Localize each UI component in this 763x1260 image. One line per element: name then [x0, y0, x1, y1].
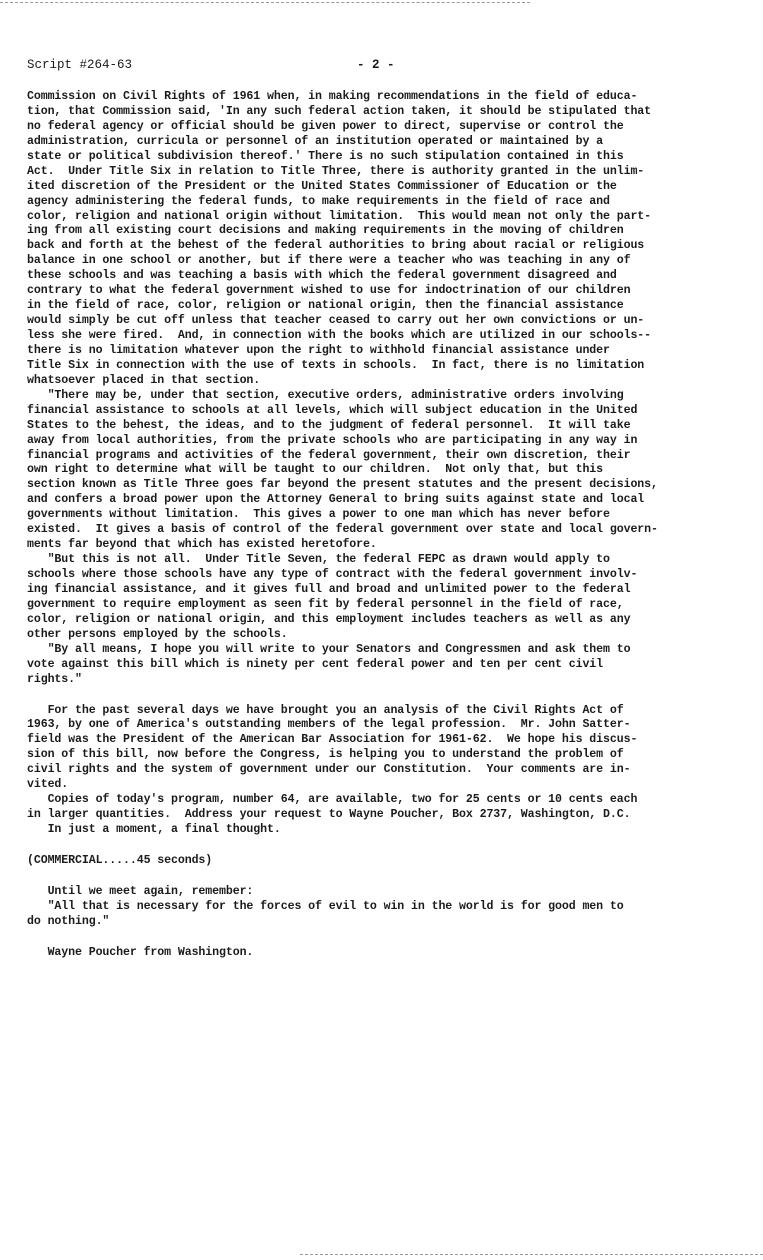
text-line: Act. Under Title Six in relation to Title Three, there is authority granted in the unlim-: [27, 164, 645, 178]
text-line: balance in one school or another, but if there were a teacher who was teaching in any of: [27, 254, 631, 268]
text-line: field was the President of the American Bar Association for 1961-62. We hope his discus-: [27, 733, 638, 747]
text-line: financial assistance to schools at all levels, which will subject education in the United: [27, 403, 638, 417]
text-line: away from local authorities, from the private schools who are participating in any way in: [27, 433, 638, 447]
paragraph: [27, 885, 733, 930]
text-line: in larger quantities. Address your request to Wayne Poucher, Box 2737, Washington, D.C.: [27, 808, 631, 822]
text-line: contrary to what the federal government wished to use for indoctrination of our children: [27, 284, 631, 298]
text-line: 1963, by one of America's outstanding members of the legal profession. Mr. John Satter-: [27, 718, 631, 732]
text-line: and confers a broad power upon the Attorney General to bring suits against state and local: [27, 493, 645, 507]
text-line: Commission on Civil Rights of 1961 when, in making recommendations in the field of educa-: [27, 90, 638, 103]
paragraph: [27, 643, 733, 688]
text-line: administration, curricula or personnel of an institution operated or maintained by a: [27, 134, 604, 148]
text-line: state or political subdivision thereof.' There is no such stipulation contained in this: [27, 149, 624, 163]
text-line: existed. It gives a basis of control of the federal government over state and local govern-: [27, 523, 658, 537]
text-line: civil rights and the system of government under our Constitution. Your comments are in-: [27, 763, 631, 777]
text-line: For the past several days we have brought you an analysis of the Civil Rights Act of: [27, 703, 624, 717]
text-line: Until we meet again, remember:: [27, 884, 254, 898]
text-line: "All that is necessary for the forces of evil to win in the world is for good men to: [27, 899, 624, 913]
text-line: governments without limitation. This gives a power to one man which has never before: [27, 508, 610, 522]
paragraph: [27, 704, 733, 794]
text-line: whatsoever placed in that section.: [27, 373, 261, 387]
text-line: In just a moment, a final thought.: [27, 823, 281, 836]
text-line: vote against this bill which is ninety per cent federal power and ten per cent civil: [27, 657, 604, 671]
text-line: own right to determine what will be taught to our children. Not only that, but this: [27, 463, 604, 477]
text-line: ited discretion of the President or the United States Commissioner of Education or the: [27, 179, 617, 193]
text-line: color, religion or national origin, and this employment includes teachers as well as any: [27, 612, 631, 626]
document-body: [27, 90, 733, 961]
text-line: "But this is not all. Under Title Seven, the federal FEPC as drawn would apply to: [27, 553, 610, 567]
paragraph-gap: [27, 688, 733, 704]
text-line: vited.: [27, 778, 69, 792]
paragraph: [27, 946, 733, 961]
text-line: schools where those schools have any type of contract with the federal government involv-: [27, 568, 638, 581]
text-line: less she were fired. And, in connection with the books which are utilized in our schools--: [27, 329, 652, 342]
text-line: "By all means, I hope you will write to your Senators and Congressmen and ask them to: [27, 642, 631, 656]
text-line: States to the behest, the ideas, and to the judgment of federal personnel. It will take: [27, 418, 631, 432]
text-line: there is no limitation whatever upon the right to withhold financial assistance under: [27, 343, 610, 357]
text-line: back and forth at the behest of the federal authorities to bring about racial or religious: [27, 239, 645, 253]
text-line: sion of this bill, now before the Congress, is helping you to understand the problem of: [27, 748, 624, 762]
text-line: ing financial assistance, and it gives full and broad and unlimited power to the federal: [27, 582, 631, 596]
text-line: Title Six in connection with the use of texts in schools. In fact, there is no limitation: [27, 358, 645, 372]
paragraph: [27, 854, 733, 869]
text-line: other persons employed by the schools.: [27, 627, 288, 641]
text-line: ing from all existing court decisions and making requirements in the moving of children: [27, 224, 624, 238]
page-number: - 2 -: [357, 58, 395, 72]
paragraph-gap: [27, 930, 733, 946]
text-line: "There may be, under that section, executive orders, administrative orders involving: [27, 388, 624, 402]
text-line: tion, that Commission said, 'In any such federal action taken, it should be stipulated that: [27, 104, 652, 118]
top-dashed-rule: [0, 2, 530, 3]
text-line: (COMMERCIAL.....45 seconds): [27, 853, 213, 867]
text-line: section known as Title Three goes far beyond the present statutes and the present decisions,: [27, 478, 658, 492]
text-line: financial programs and activities of the federal government, their own discretion, their: [27, 448, 631, 462]
text-line: rights.": [27, 672, 82, 686]
script-id: Script #264-63: [27, 58, 133, 72]
paragraph: [27, 553, 733, 643]
paragraph: [27, 90, 733, 389]
paragraph: [27, 389, 733, 553]
text-line: in the field of race, color, religion or national origin, then the financial assistance: [27, 299, 624, 313]
text-line: these schools and was teaching a basis with which the federal government disagreed and: [27, 269, 617, 283]
text-line: color, religion and national origin without limitation. This would mean not only the part-: [27, 209, 652, 223]
text-line: do nothing.": [27, 914, 110, 928]
page-header: [27, 58, 727, 76]
paragraph-gap: [27, 838, 733, 854]
text-line: agency administering the federal funds, to make requirements in the field of race and: [27, 194, 610, 208]
paragraph-gap: [27, 869, 733, 885]
text-line: would simply be cut off unless that teacher ceased to carry out her own convictions or un-: [27, 314, 645, 328]
paragraph: [27, 793, 733, 838]
text-line: government to require employment as seen fit by federal personnel in the field of race,: [27, 597, 624, 611]
text-line: no federal agency or official should be given power to direct, supervise or control the: [27, 119, 624, 133]
bottom-dashed-rule: [300, 1254, 763, 1255]
text-line: Wayne Poucher from Washington.: [27, 945, 254, 959]
text-line: Copies of today's program, number 64, are available, two for 25 cents or 10 cents each: [27, 793, 638, 807]
text-line: ments far beyond that which has existed heretofore.: [27, 538, 377, 552]
